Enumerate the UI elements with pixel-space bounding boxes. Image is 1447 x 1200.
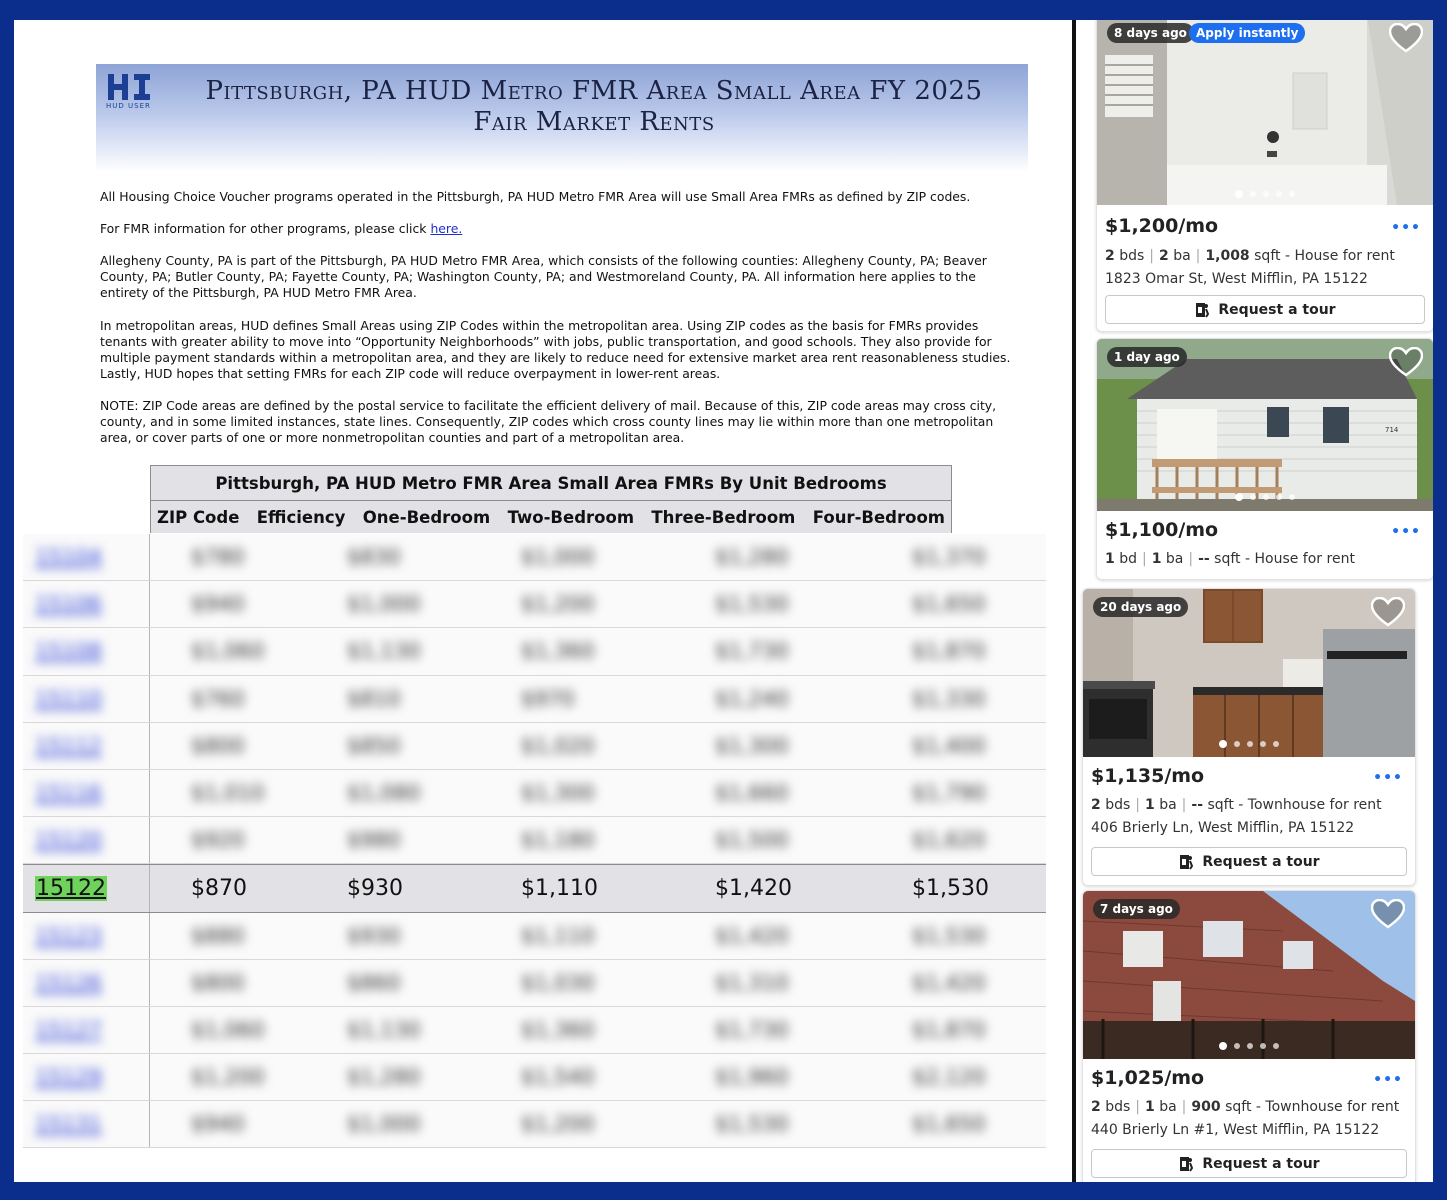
efficiency-rent: $780 bbox=[191, 545, 245, 570]
zip-code-link[interactable]: 15106 bbox=[35, 592, 102, 617]
one-bedroom-rent: $1,280 bbox=[347, 1065, 421, 1090]
listing-specs: 2 bds | 1 ba | 900 sqft - Townhouse for rent bbox=[1091, 1099, 1400, 1115]
one-bedroom-rent: $1,000 bbox=[347, 1112, 421, 1137]
two-bedroom-rent: $1,200 bbox=[521, 592, 595, 617]
listing-age-badge: 8 days ago bbox=[1107, 23, 1194, 43]
photo-carousel-dots[interactable] bbox=[1097, 191, 1433, 198]
four-bedroom-rent: $2,120 bbox=[912, 1065, 986, 1090]
header-efficiency: Efficiency bbox=[256, 507, 346, 527]
fmr-table-header-row bbox=[150, 501, 952, 533]
one-bedroom-rent: $860 bbox=[347, 970, 401, 995]
fmr-table-body bbox=[23, 534, 1046, 1148]
four-bedroom-rent: $1,530 bbox=[912, 875, 989, 901]
three-bedroom-rent: $1,730 bbox=[715, 1017, 789, 1042]
two-bedroom-rent: $1,030 bbox=[521, 970, 595, 995]
heart-icon[interactable] bbox=[1389, 347, 1423, 377]
table-row bbox=[23, 628, 1046, 675]
three-bedroom-rent: $1,730 bbox=[715, 639, 789, 664]
one-bedroom-rent: $930 bbox=[347, 875, 403, 901]
zip-code-link[interactable]: 15104 bbox=[35, 545, 102, 570]
table-row bbox=[23, 1054, 1046, 1101]
listing-card[interactable] bbox=[1096, 338, 1433, 580]
hud-user-logo[interactable] bbox=[106, 72, 158, 112]
apply-instantly-badge: Apply instantly bbox=[1189, 23, 1305, 43]
zip-code-link[interactable]: 15108 bbox=[35, 639, 102, 664]
walking-person-icon bbox=[1178, 854, 1194, 870]
efficiency-rent: $800 bbox=[191, 733, 245, 758]
logo-caption: HUD USER bbox=[106, 102, 151, 110]
table-row bbox=[23, 913, 1046, 960]
column-divider bbox=[149, 1054, 150, 1100]
header-four-bedroom: Four-Bedroom bbox=[812, 507, 945, 527]
heart-icon[interactable] bbox=[1371, 597, 1405, 627]
heart-icon[interactable] bbox=[1389, 23, 1423, 53]
three-bedroom-rent: $1,660 bbox=[715, 781, 789, 806]
listing-card[interactable] bbox=[1096, 20, 1433, 332]
zip-code-link[interactable]: 15131 bbox=[35, 1112, 102, 1137]
listing-address[interactable]: 440 Brierly Ln #1, West Mifflin, PA 15122 bbox=[1091, 1122, 1380, 1138]
one-bedroom-rent: $850 bbox=[347, 733, 401, 758]
one-bedroom-rent: $1,130 bbox=[347, 1017, 421, 1042]
one-bedroom-rent: $980 bbox=[347, 828, 401, 853]
four-bedroom-rent: $1,420 bbox=[912, 970, 986, 995]
table-row bbox=[23, 534, 1046, 581]
four-bedroom-rent: $1,870 bbox=[912, 639, 986, 664]
four-bedroom-rent: $1,790 bbox=[912, 781, 986, 806]
column-divider bbox=[149, 581, 150, 627]
request-tour-button[interactable] bbox=[1105, 295, 1425, 324]
one-bedroom-rent: $830 bbox=[347, 545, 401, 570]
three-bedroom-rent: $1,530 bbox=[715, 592, 789, 617]
column-divider bbox=[149, 913, 150, 959]
zip-code-link[interactable]: 15129 bbox=[35, 1065, 102, 1090]
efficiency-rent: $1,200 bbox=[191, 1065, 265, 1090]
walking-person-icon bbox=[1194, 302, 1210, 318]
three-bedroom-rent: $1,280 bbox=[715, 545, 789, 570]
one-bedroom-rent: $1,080 bbox=[347, 781, 421, 806]
rental-listings-panel[interactable] bbox=[1076, 20, 1433, 1182]
column-divider bbox=[149, 817, 150, 863]
more-options-icon[interactable]: ••• bbox=[1391, 220, 1421, 236]
page-title-line-1: Pittsburgh, PA HUD Metro FMR Area Small Area FY 2025 bbox=[205, 76, 983, 106]
listing-photo[interactable] bbox=[1097, 20, 1433, 205]
column-divider bbox=[149, 960, 150, 1006]
zip-code-link[interactable]: 15120 bbox=[35, 828, 102, 853]
photo-carousel-dots[interactable] bbox=[1083, 741, 1415, 748]
four-bedroom-rent: $1,400 bbox=[912, 733, 986, 758]
column-divider bbox=[149, 770, 150, 816]
more-options-icon[interactable]: ••• bbox=[1373, 770, 1403, 786]
hud-fmr-page bbox=[14, 20, 1072, 1182]
listing-price[interactable]: $1,100/mo bbox=[1105, 519, 1219, 541]
house-number-sign: 714 bbox=[1385, 426, 1399, 434]
zip-code-link[interactable]: 15112 bbox=[35, 733, 102, 758]
four-bedroom-rent: $1,650 bbox=[912, 1112, 986, 1137]
three-bedroom-rent: $1,420 bbox=[715, 923, 789, 948]
two-bedroom-rent: $970 bbox=[521, 686, 575, 711]
zip-code-link[interactable]: 15110 bbox=[35, 686, 102, 711]
three-bedroom-rent: $1,500 bbox=[715, 828, 789, 853]
column-divider bbox=[149, 723, 150, 769]
table-row bbox=[23, 1007, 1046, 1054]
zip-code-link[interactable]: 15127 bbox=[35, 1017, 102, 1042]
three-bedroom-rent: $1,530 bbox=[715, 1112, 789, 1137]
column-divider bbox=[149, 676, 150, 722]
two-bedroom-rent: $1,300 bbox=[521, 781, 595, 806]
efficiency-rent: $800 bbox=[191, 970, 245, 995]
table-row bbox=[23, 817, 1046, 864]
four-bedroom-rent: $1,370 bbox=[912, 545, 986, 570]
four-bedroom-rent: $1,870 bbox=[912, 1017, 986, 1042]
column-divider bbox=[149, 1007, 150, 1053]
bathroom-photo bbox=[1097, 20, 1433, 205]
efficiency-rent: $1,060 bbox=[191, 1017, 265, 1042]
column-divider bbox=[149, 628, 150, 674]
two-bedroom-rent: $1,020 bbox=[521, 733, 595, 758]
one-bedroom-rent: $1,000 bbox=[347, 592, 421, 617]
listing-address[interactable]: 1823 Omar St, West Mifflin, PA 15122 bbox=[1105, 271, 1368, 287]
three-bedroom-rent: $1,310 bbox=[715, 970, 789, 995]
four-bedroom-rent: $1,620 bbox=[912, 828, 986, 853]
efficiency-rent: $1,060 bbox=[191, 639, 265, 664]
one-bedroom-rent: $1,130 bbox=[347, 639, 421, 664]
four-bedroom-rent: $1,530 bbox=[912, 923, 986, 948]
table-row bbox=[23, 1101, 1046, 1148]
listing-price[interactable]: $1,025/mo bbox=[1091, 1067, 1205, 1089]
header-three-bedroom: Three-Bedroom bbox=[651, 507, 796, 527]
three-bedroom-rent: $1,960 bbox=[715, 1065, 789, 1090]
header-two-bedroom: Two-Bedroom bbox=[507, 507, 635, 527]
request-tour-label: Request a tour bbox=[1218, 301, 1336, 318]
header-one-bedroom: One-Bedroom bbox=[362, 507, 491, 527]
efficiency-rent: $920 bbox=[191, 828, 245, 853]
two-bedroom-rent: $1,000 bbox=[521, 545, 595, 570]
listing-price[interactable]: $1,135/mo bbox=[1091, 765, 1205, 787]
zip-code-link[interactable]: 15122 bbox=[36, 875, 106, 901]
listing-card[interactable] bbox=[1082, 588, 1416, 886]
page-title-line-2: Fair Market Rents bbox=[473, 107, 715, 137]
page-header-banner bbox=[96, 64, 1028, 172]
listing-specs: 2 bds | 2 ba | 1,008 sqft - House for rent bbox=[1105, 248, 1395, 264]
listing-age-badge: 1 day ago bbox=[1107, 347, 1187, 367]
fmr-table-caption: Pittsburgh, PA HUD Metro FMR Area Small Area FMRs By Unit Bedrooms bbox=[150, 465, 952, 501]
two-bedroom-rent: $1,360 bbox=[521, 639, 595, 664]
two-bedroom-rent: $1,360 bbox=[521, 1017, 595, 1042]
other-programs-paragraph bbox=[100, 221, 1014, 237]
walking-person-icon bbox=[1178, 1156, 1194, 1172]
zip-code-link[interactable]: 15116 bbox=[35, 781, 102, 806]
efficiency-rent: $940 bbox=[191, 1112, 245, 1137]
zip-code-link[interactable]: 15126 bbox=[35, 970, 102, 995]
page-title bbox=[166, 76, 1022, 138]
listing-age-badge: 20 days ago bbox=[1093, 597, 1188, 617]
listing-photo[interactable] bbox=[1097, 339, 1433, 511]
efficiency-rent: $880 bbox=[191, 923, 245, 948]
table-row bbox=[23, 676, 1046, 723]
efficiency-rent: $760 bbox=[191, 686, 245, 711]
table-row bbox=[23, 770, 1046, 817]
listing-address[interactable]: 406 Brierly Ln, West Mifflin, PA 15122 bbox=[1091, 820, 1355, 836]
other-programs-text: For FMR information for other programs, please click bbox=[100, 221, 431, 236]
photo-carousel-dots[interactable] bbox=[1097, 494, 1433, 501]
table-row bbox=[23, 581, 1046, 628]
listing-age-badge: 7 days ago bbox=[1093, 899, 1180, 919]
here-link[interactable]: here. bbox=[430, 221, 463, 236]
request-tour-label: Request a tour bbox=[1202, 853, 1320, 870]
listing-photo[interactable] bbox=[1083, 589, 1415, 757]
table-row bbox=[23, 960, 1046, 1007]
four-bedroom-rent: $1,650 bbox=[912, 592, 986, 617]
four-bedroom-rent: $1,330 bbox=[912, 686, 986, 711]
two-bedroom-rent: $1,110 bbox=[521, 923, 595, 948]
request-tour-label: Request a tour bbox=[1202, 1155, 1320, 1172]
two-bedroom-rent: $1,540 bbox=[521, 1065, 595, 1090]
table-row bbox=[23, 723, 1046, 770]
more-options-icon[interactable]: ••• bbox=[1391, 524, 1421, 540]
intro-paragraph: All Housing Choice Voucher programs operated in the Pittsburgh, PA HUD Metro FMR Area will use Small Area FMRs as defined by ZIP codes. bbox=[100, 189, 971, 204]
column-divider bbox=[149, 534, 150, 580]
table-row-highlighted bbox=[23, 864, 1046, 912]
three-bedroom-rent: $1,420 bbox=[715, 875, 792, 901]
photo-carousel-dots[interactable] bbox=[1083, 1043, 1415, 1050]
column-divider bbox=[149, 865, 150, 911]
request-tour-button[interactable] bbox=[1091, 847, 1407, 876]
efficiency-rent: $1,010 bbox=[191, 781, 265, 806]
zip-code-link[interactable]: 15123 bbox=[35, 923, 102, 948]
two-bedroom-rent: $1,110 bbox=[521, 875, 598, 901]
heart-icon[interactable] bbox=[1371, 899, 1405, 929]
request-tour-button[interactable] bbox=[1091, 1149, 1407, 1178]
listing-price[interactable]: $1,200/mo bbox=[1105, 215, 1219, 237]
listing-specs: 2 bds | 1 ba | -- sqft - Townhouse for rent bbox=[1091, 797, 1382, 813]
two-bedroom-rent: $1,200 bbox=[521, 1112, 595, 1137]
three-bedroom-rent: $1,300 bbox=[715, 733, 789, 758]
note-paragraph: NOTE: ZIP Code areas are defined by the postal service to facilitate the efficient delivery of mail. Because of this, ZIP code areas may cross city, county, and in some limited instances, state lines. Consequently, ZIP codes which cross county lines may lie within more than one metropolitan area, or cover parts of one or more nonmetropolitan counties and part of a metropolitan area. bbox=[100, 398, 997, 445]
small-areas-paragraph: In metropolitan areas, HUD defines Small Areas using ZIP Codes within the metropolitan area. Using ZIP codes as the basis for FMRs provides tenants with greater ability to move into “Opportunity Neighborhoods” with jobs, public transportation, and good schools. They also provide for multiple payment standards within a metropolitan area, and they are likely to reduce need for extensive market area rent reasonableness studies. Lastly, HUD hopes that setting FMRs for each ZIP code will reduce overpayment in lower-rent areas. bbox=[100, 318, 1011, 381]
one-bedroom-rent: $810 bbox=[347, 686, 401, 711]
more-options-icon[interactable]: ••• bbox=[1373, 1072, 1403, 1088]
listing-card[interactable] bbox=[1082, 890, 1416, 1182]
efficiency-rent: $870 bbox=[191, 875, 247, 901]
efficiency-rent: $940 bbox=[191, 592, 245, 617]
counties-paragraph: Allegheny County, PA is part of the Pittsburgh, PA HUD Metro FMR Area, which consists of the following counties: Allegheny County, PA; Beaver County, PA; Butler County, PA; Fayette County, PA; Washington County, PA; and Westmoreland County, PA. All information here applies to the entirety of the Pittsburgh, PA HUD Metro FMR Area. bbox=[100, 253, 987, 300]
column-divider bbox=[149, 1101, 150, 1147]
two-bedroom-rent: $1,180 bbox=[521, 828, 595, 853]
three-bedroom-rent: $1,240 bbox=[715, 686, 789, 711]
listing-photo[interactable] bbox=[1083, 891, 1415, 1059]
one-bedroom-rent: $930 bbox=[347, 923, 401, 948]
listing-specs: 1 bd | 1 ba | -- sqft - House for rent bbox=[1105, 551, 1355, 567]
header-zip-code: ZIP Code bbox=[157, 507, 240, 527]
